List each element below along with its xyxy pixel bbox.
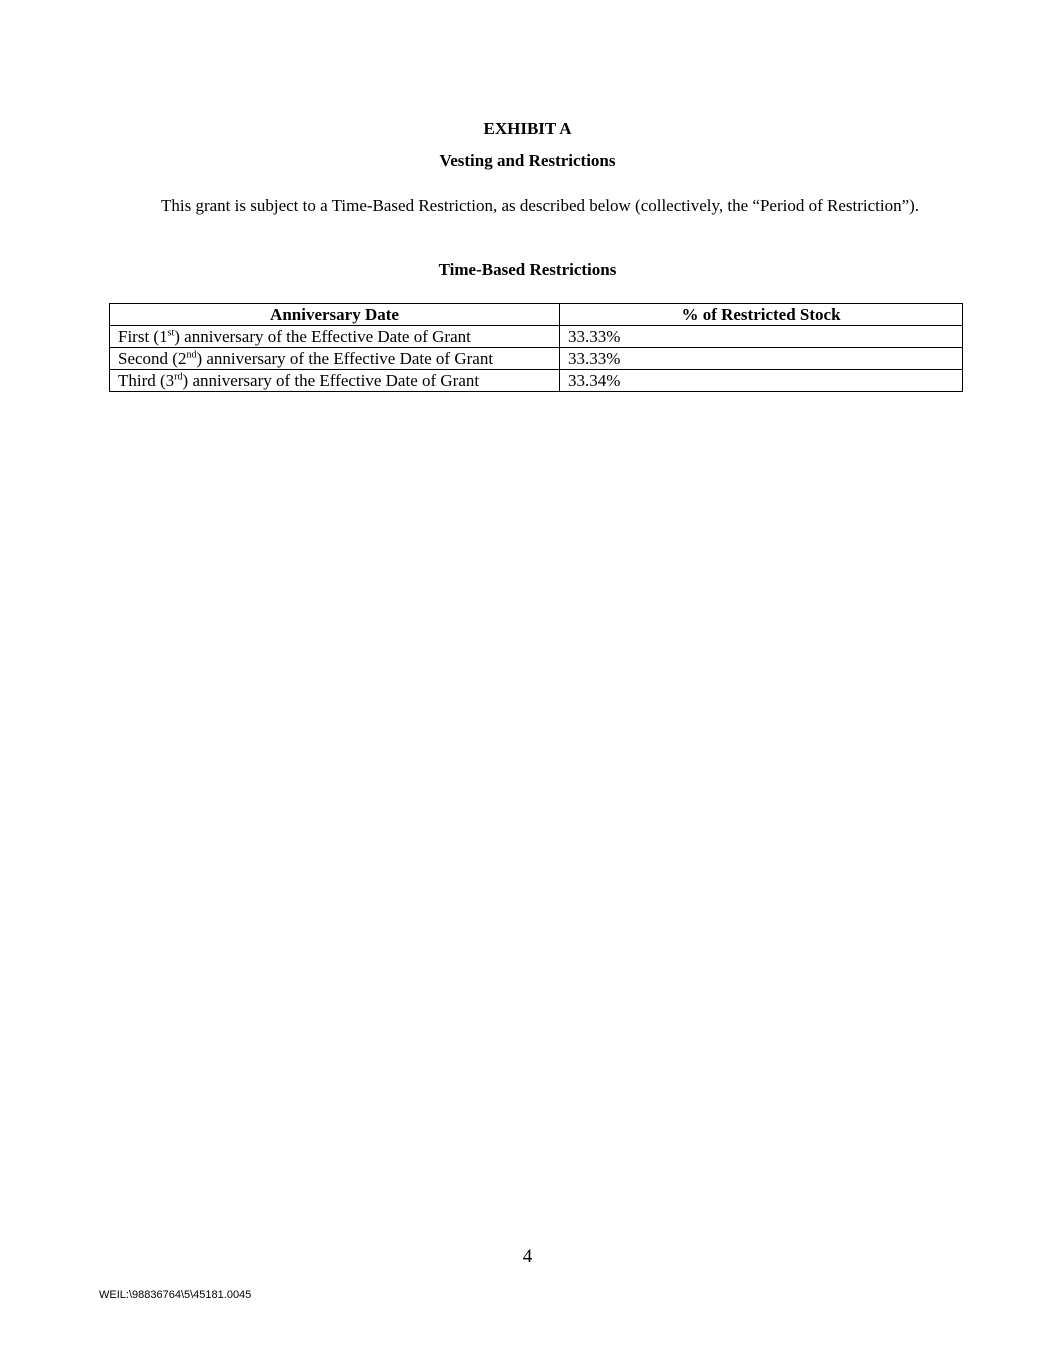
anniversary-date-cell — [110, 348, 560, 370]
table-row — [110, 348, 963, 370]
ordinal-superscript: rd — [174, 371, 183, 383]
document-id: WEIL:\98836764\5\45181.0045 — [99, 1289, 252, 1301]
ordinal-superscript: st — [167, 327, 175, 339]
anniversary-date-cell — [110, 326, 560, 348]
ordinal-suffix: ) anniversary of the Effective Date of Grant — [174, 327, 471, 346]
anniversary-date-cell — [110, 370, 560, 392]
table-header-row — [110, 304, 963, 326]
intro-paragraph: This grant is subject to a Time-Based Restriction, as described below (collectively, the “Period of Restriction”). — [161, 196, 920, 215]
ordinal-prefix: Third (3 — [118, 371, 175, 390]
column-header-anniversary-date: Anniversary Date — [110, 304, 560, 326]
table-row — [110, 370, 963, 392]
column-header-percent-restricted-stock: % of Restricted Stock — [560, 304, 963, 326]
exhibit-subtitle: Vesting and Restrictions — [439, 151, 616, 170]
ordinal-prefix: Second (2 — [118, 349, 187, 368]
exhibit-title: EXHIBIT A — [483, 119, 572, 138]
vesting-schedule-table — [109, 303, 963, 392]
percent-cell: 33.33% — [560, 326, 963, 348]
ordinal-superscript: nd — [186, 349, 197, 361]
percent-cell: 33.34% — [560, 370, 963, 392]
ordinal-prefix: First (1 — [118, 327, 168, 346]
percent-cell: 33.33% — [560, 348, 963, 370]
table-row — [110, 326, 963, 348]
page-number: 4 — [522, 1246, 533, 1267]
ordinal-suffix: ) anniversary of the Effective Date of Grant — [182, 371, 480, 390]
ordinal-suffix: ) anniversary of the Effective Date of Grant — [196, 349, 494, 368]
section-heading: Time-Based Restrictions — [438, 260, 617, 279]
